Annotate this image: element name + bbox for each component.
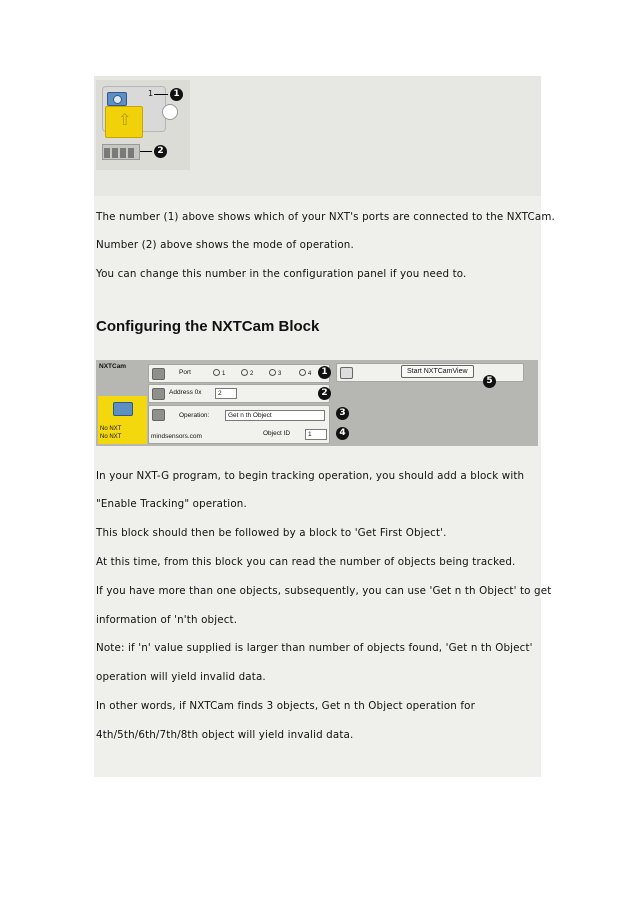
panel-footer: mindsensors.com: [151, 433, 202, 440]
port-number-label: 1: [148, 89, 154, 98]
callout-line-1: [154, 94, 168, 95]
panel-block-icon: [98, 396, 147, 444]
callout-line-2: [140, 151, 152, 152]
callout-badge-5: 5: [483, 375, 496, 388]
body-paragraph-6: information of 'n'th object.: [96, 614, 238, 626]
callout-badge-2: 2: [318, 387, 331, 400]
side-label-2: No NXT: [100, 434, 122, 440]
intro-paragraph-2: Number (2) above shows the mode of operation.: [96, 239, 354, 251]
callout-badge-4: 4: [336, 427, 349, 440]
nxtcam-block-figure: [96, 80, 190, 170]
address-label: Address 0x: [169, 389, 202, 396]
port-label: Port: [179, 369, 191, 376]
body-paragraph-9: In other words, if NXTCam finds 3 objects, Get n th Object operation for: [96, 700, 475, 712]
body-paragraph-7: Note: if 'n' value supplied is larger than number of objects found, 'Get n th Object': [96, 642, 533, 654]
callout-badge-2: 2: [154, 145, 167, 158]
operation-label: Operation:: [179, 412, 210, 419]
port-radio-2[interactable]: 2: [241, 369, 253, 377]
body-paragraph-1: In your NXT-G program, to begin tracking operation, you should add a block with: [96, 470, 525, 482]
body-paragraph-5: If you have more than one objects, subsequently, you can use 'Get n th Object' to get: [96, 585, 552, 597]
callout-badge-1: 1: [170, 88, 183, 101]
port-radio-3[interactable]: 3: [269, 369, 281, 377]
operation-select[interactable]: Get n th Object: [225, 410, 325, 421]
address-row: [148, 384, 330, 403]
port-icon: [152, 368, 165, 380]
start-nxtcamview-button[interactable]: Start NXTCamView: [401, 365, 474, 378]
side-label-1: No NXT: [100, 426, 122, 432]
arrow-icon: ⇧: [118, 110, 132, 129]
play-icon: [340, 367, 353, 379]
intro-paragraph-1: The number (1) above shows which of your NXT's ports are connected to the NXTCam.: [96, 211, 555, 223]
address-icon: [152, 388, 165, 400]
body-paragraph-10: 4th/5th/6th/7th/8th object will yield invalid data.: [96, 729, 354, 741]
config-panel: [96, 360, 538, 446]
section-heading: Configuring the NXTCam Block: [96, 318, 320, 335]
port-radio-4[interactable]: 4: [299, 369, 311, 377]
port-radio-1[interactable]: 1: [213, 369, 225, 377]
body-paragraph-8: operation will yield invalid data.: [96, 671, 266, 683]
connector-circle: [162, 104, 178, 120]
callout-badge-1: 1: [318, 366, 331, 379]
body-paragraph-4: At this time, from this block you can read the number of objects being tracked.: [96, 556, 516, 568]
object-id-field[interactable]: 1: [305, 429, 327, 440]
mode-plug-icon: [102, 144, 140, 160]
operation-row: [148, 405, 330, 444]
intro-paragraph-3: You can change this number in the configuration panel if you need to.: [96, 268, 467, 280]
panel-title: NXTCam: [99, 363, 127, 370]
body-paragraph-3: This block should then be followed by a block to 'Get First Object'.: [96, 527, 447, 539]
body-paragraph-2: "Enable Tracking" operation.: [96, 498, 247, 510]
callout-badge-3: 3: [336, 407, 349, 420]
object-id-label: Object ID: [263, 430, 291, 437]
address-field[interactable]: 2: [215, 388, 237, 399]
camera-icon: [107, 92, 127, 106]
operation-icon: [152, 409, 165, 421]
camera-icon: [113, 402, 133, 416]
port-row: [148, 364, 330, 383]
